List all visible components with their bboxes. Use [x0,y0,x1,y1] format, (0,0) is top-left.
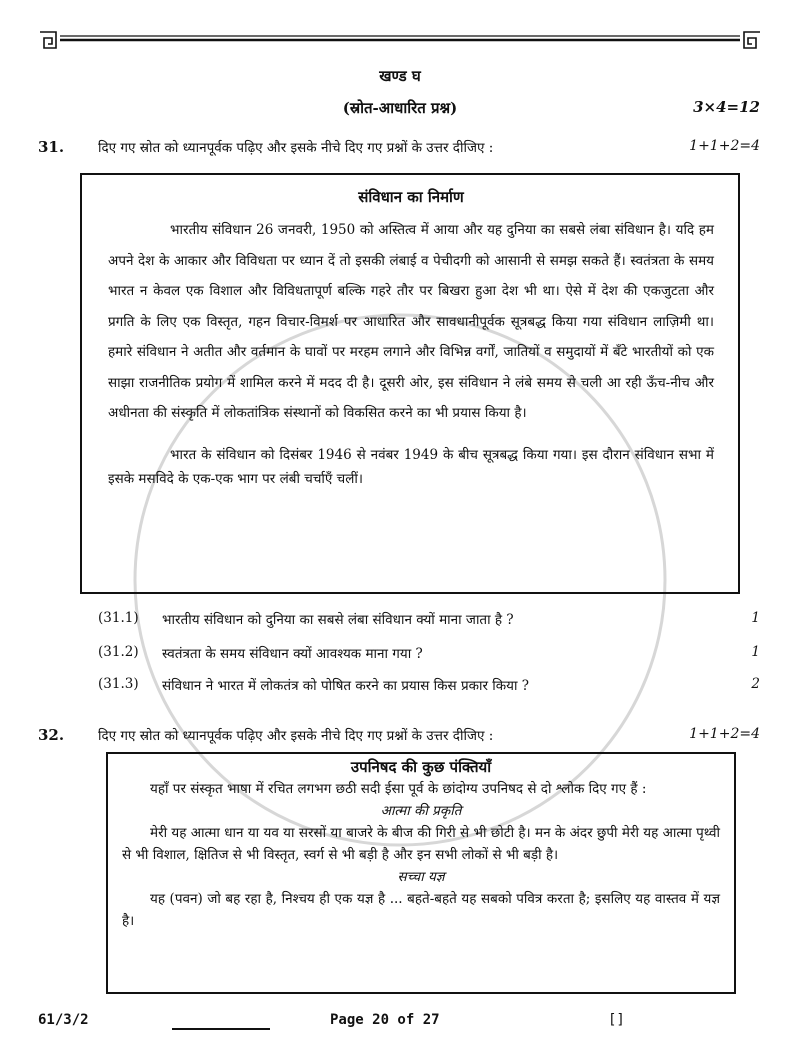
question-32-source-box [106,752,736,994]
question-32-marks: 1+1+2=4 [689,726,760,742]
question-31-source-box [80,173,740,594]
question-31-paragraph-2: भारत के संविधान को दिसंबर 1946 से नवंबर 1949 के बीच सूत्रबद्ध किया गया। इस दौरान संविधान सभा में इसके मसविदे के एक-एक भाग पर लंबी चर्चाएँ चलीं। [108,446,714,487]
qr-placeholder: [] [608,1012,625,1028]
footer-blank-line [172,1028,270,1030]
question-31-instruction: दिए गए स्रोत को ध्यानपूर्वक पढ़िए और इसके नीचे दिए गए प्रश्नों के उत्तर दीजिए : [98,140,494,156]
section-subtitle: (स्रोत-आधारित प्रश्न) [342,99,458,117]
sub-question-marks: 1 [751,610,760,626]
sub-question-text: संविधान ने भारत में लोकतंत्र को पोषित करने का प्रयास किस प्रकार किया ? [162,678,530,694]
paper-code: 61/3/2 [38,1012,89,1028]
question-32-intro: यहाँ पर संस्कृत भाषा में रचित लगभग छठी सदी ईसा पूर्व के छांदोग्य उपनिषद से दो श्लोक दिए गए हैं : [150,781,647,797]
question-31-paragraph-1: भारतीय संविधान 26 जनवरी, 1950 को अस्तित्व में आया और यह दुनिया का सबसे लंबा संविधान है। यदि हम अपने देश के आकार और विविधता पर ध्यान दें तो इसकी लंबाई व पेचीदगी को आसानी से समझ सकते हैं। स्वतंत्रता के समय भारत न केवल एक विशाल और विविधतापूर्ण बल्कि गहरे तौर पर बिखरा हुआ देश भी था। ऐसे में देश की एकजुटता और प्रगति के लिए एक विस्तृत, गहन विचार-विमर्श पर आधारित और सावधानीपूर्वक सूत्रबद्ध किया गया संविधान लाज़िमी था। हमारे संविधान ने अतीत और वर्तमान के घावों पर मरहम लगाने और विभिन्न वर्गों, जातियों व समुदायों में बँटे भारतीयों को एक साझा राजनीतिक प्रयोग में शामिल करने में मदद दी है। दूसरी ओर, इस संविधान ने लंबे समय से चली आ रही ऊँच-नीच और अधीनता की संस्कृति में लोकतांत्रिक संस्थानों को विकसित करने का भी प्रयास किया है। [108,222,714,421]
sub-question-id: (31.2) [98,644,139,660]
question-32-part-2-text: यह (पवन) जो बह रहा है, निश्चय ही एक यज्ञ है ... बहते-बहते यह सबको पवित्र करता है; इसलिए यह वास्तव में यज्ञ है। [122,891,720,929]
section-title: खण्ड घ [379,67,421,85]
page-footer [0,1012,800,1036]
question-31-number: 31. [38,138,65,156]
sub-question-id: (31.1) [98,610,139,626]
sub-question-text: भारतीय संविधान को दुनिया का सबसे लंबा संविधान क्यों माना जाता है ? [162,612,514,628]
sub-question-id: (31.3) [98,676,139,692]
question-32-source-title: उपनिषद की कुछ पंक्तियाँ [350,758,492,776]
question-31-marks: 1+1+2=4 [689,138,760,154]
question-31-source-title: संविधान का निर्माण [358,188,464,206]
sub-question-marks: 2 [751,676,760,692]
page-number: Page 20 of 27 [330,1012,440,1028]
question-32-number: 32. [38,726,65,744]
question-32-part-1-text: मेरी यह आत्मा धान या यव या सरसों या बाजरे के बीज की गिरी से भी छोटी है। मन के अंदर छुपी मेरी यह आत्मा पृथ्वी से भी विशाल, क्षितिज से भी विस्तृत, स्वर्ग से भी बड़ी है और इन सभी लोकों से भी बड़ी है। [122,825,720,863]
sub-question-text: स्वतंत्रता के समय संविधान क्यों आवश्यक माना गया ? [162,646,423,662]
section-marks: 3×4=12 [693,98,760,116]
top-ornament-border [38,28,762,52]
question-32-part-1-title: आत्मा की प्रकृति [380,803,462,819]
question-32-part-2-title: सच्चा यज्ञ [397,869,445,885]
question-32-instruction: दिए गए स्रोत को ध्यानपूर्वक पढ़िए और इसके नीचे दिए गए प्रश्नों के उत्तर दीजिए : [98,728,494,744]
sub-question-marks: 1 [751,644,760,660]
